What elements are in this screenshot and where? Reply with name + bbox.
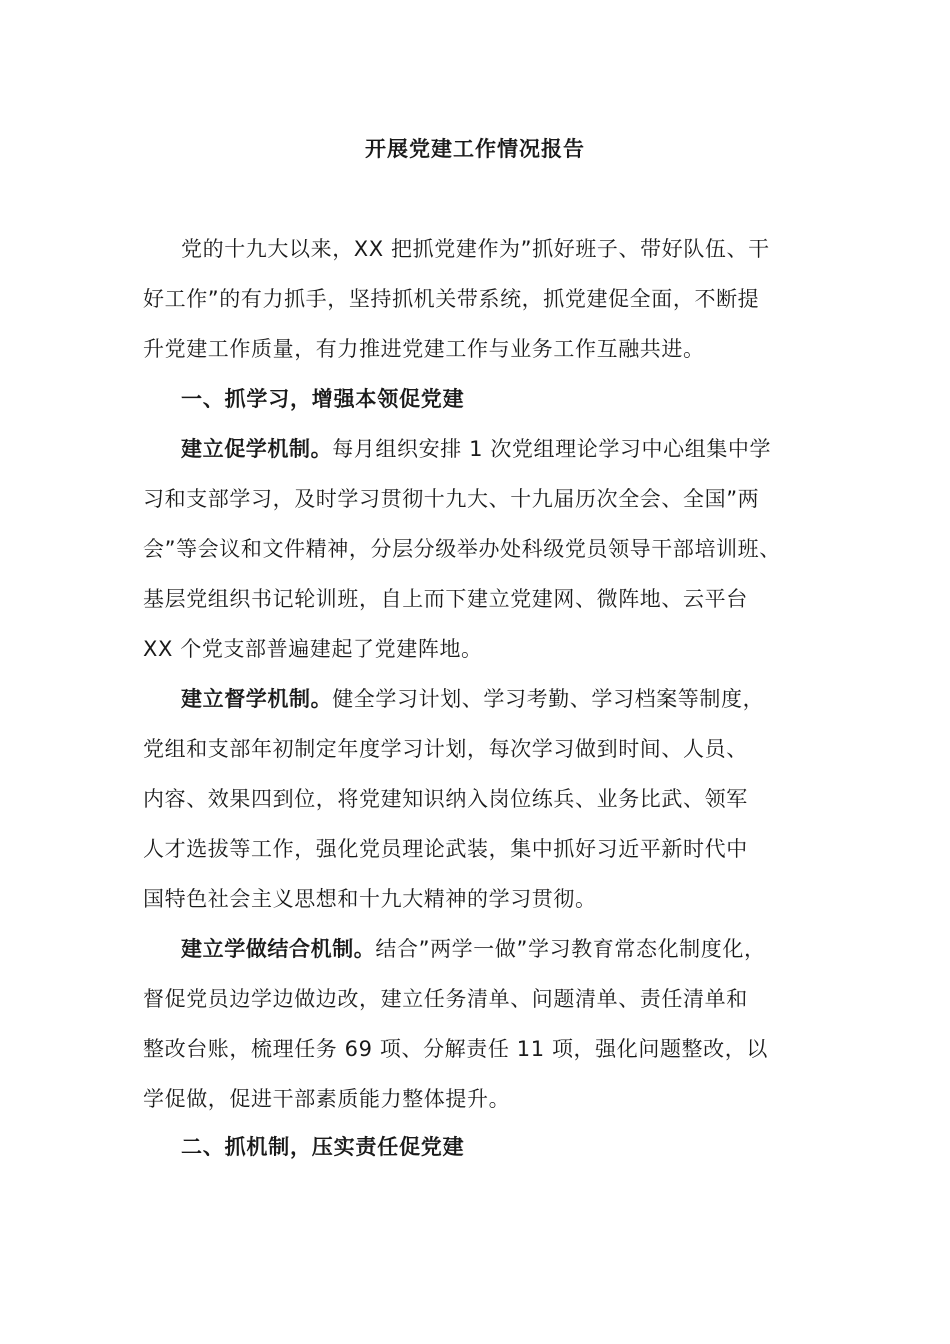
- para3-line-3: 整改台账，梳理任务 69 项、分解责任 11 项，强化问题整改，以: [143, 1037, 768, 1061]
- para2-first-rest: 健全学习计划、学习考勤、学习档案等制度，: [332, 687, 765, 711]
- para1-line-1: [181, 434, 821, 464]
- intro-line-1: 党的十九大以来，XX 把抓党建作为”抓好班子、带好队伍、干: [181, 237, 770, 261]
- para1-line-4: 基层党组织书记轮训班，自上而下建立党建网、微阵地、云平台: [143, 587, 748, 611]
- para2-line-1: [181, 684, 821, 714]
- para1-lead: 建立促学机制。: [181, 437, 333, 461]
- para3-first-rest: 结合”两学一做”学习教育常态化制度化，: [375, 937, 766, 961]
- para2-lead: 建立督学机制。: [181, 687, 333, 711]
- para1-line-3: 会”等会议和文件精神，分层分级举办处科级党员领导干部培训班、: [143, 537, 781, 561]
- intro-line-2: 好工作”的有力抓手，坚持抓机关带系统，抓党建促全面，不断提: [143, 287, 760, 311]
- para2-line-3: 内容、效果四到位，将党建知识纳入岗位练兵、业务比武、领军: [143, 787, 748, 811]
- para2-line-5: 国特色社会主义思想和十九大精神的学习贯彻。: [143, 887, 597, 911]
- section-heading-2: 二、抓机制，压实责任促党建: [181, 1135, 465, 1159]
- para1-first-rest: 每月组织安排 1 次党组理论学习中心组集中学: [332, 437, 772, 461]
- intro-line-3: 升党建工作质量，有力推进党建工作与业务工作互融共进。: [143, 337, 705, 361]
- para3-line-1: [181, 934, 821, 964]
- para1-line-2: 习和支部学习，及时学习贯彻十九大、十九届历次全会、全国”两: [143, 487, 760, 511]
- para3-line-2: 督促党员边学边做边改，建立任务清单、问题清单、责任清单和: [143, 987, 748, 1011]
- para2-line-4: 人才选拔等工作，强化党员理论武装，集中抓好习近平新时代中: [143, 837, 748, 861]
- section-heading-1: 一、抓学习，增强本领促党建: [181, 387, 465, 411]
- para1-line-5: XX 个党支部普遍建起了党建阵地。: [143, 637, 483, 661]
- document-title: 开展党建工作情况报告: [365, 137, 585, 161]
- para2-line-2: 党组和支部年初制定年度学习计划，每次学习做到时间、人员、: [143, 737, 748, 761]
- para3-line-4: 学促做，促进干部素质能力整体提升。: [143, 1087, 511, 1111]
- para3-lead: 建立学做结合机制。: [181, 937, 376, 961]
